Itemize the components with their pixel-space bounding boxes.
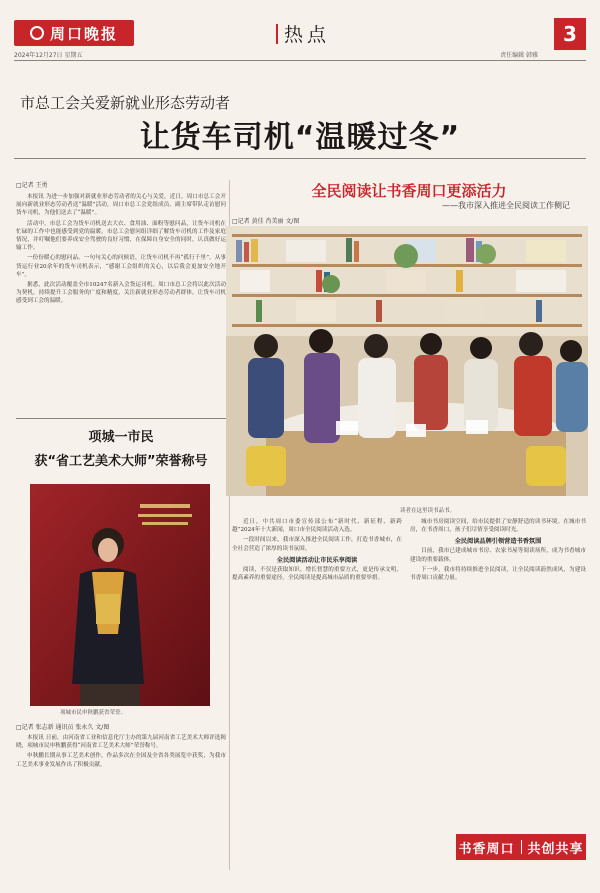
reading-story-byline: □记者 黄佳 肖美丽 文/图: [232, 218, 300, 225]
paragraph: 一段时间以来，我市深入推进全民阅读工作，打造书香城市，在全社会营造了浓厚的读书氛围。: [232, 537, 402, 552]
logo-text: 周口晚报: [49, 24, 118, 43]
top-story-byline: □记者 王勇: [16, 182, 48, 189]
page-number: 3: [554, 18, 586, 50]
reading-photo-caption: 读者在这里读书品书。: [400, 508, 456, 514]
paragraph: 本报讯 日前，由河南省工业和信息化厅主办的第九届河南省工艺美术大师评选揭晓，项城市民申秋鹏获得“河南省工艺美术大师”荣誉称号。: [16, 735, 226, 750]
reading-story-subtitle: ——我市深入推进全民阅读工作侧记: [442, 201, 570, 210]
banner-left-text: 书香周口: [458, 841, 515, 857]
editor-credit: 责任编辑 韩雅: [500, 52, 538, 59]
issue-line: [14, 50, 586, 59]
paragraph: 阅读，不仅是获取知识、增长智慧的重要方式，更是传承文明、提高素养的重要途径。全民阅读是提高城市品质的重要举措。: [232, 566, 402, 582]
masthead-rule: [14, 60, 586, 61]
reading-room-photo: [226, 226, 588, 496]
reading-story-body-right: [410, 518, 586, 582]
banner-right-text: 共创共享: [527, 841, 584, 857]
paragraph: 目前，我市已建成城市书房、农家书屋等阅读场所，成为书香城市建设的重要载体。: [410, 548, 586, 563]
section-rule: [16, 418, 226, 419]
paragraph: 城市书房阅读空间，给市民提供了安静舒适的读书环境。在城市书房，在书香周口，孩子们尽情享受阅读时光。: [410, 519, 586, 534]
paragraph: 一份份暖心的慰问品、一句句关心的问候语，让货车司机不再“孤行千里”。从事货运行业20余年的货车司机表示，“感谢工会组织的关心，以后我会更加安全地开车”。: [16, 255, 226, 278]
award-photo-caption: 项城市民申秋鹏获省荣誉。: [60, 710, 127, 716]
logo-icon: [30, 26, 44, 40]
award-headline-line-2: 获“省工艺美术大师”荣誉称号: [34, 454, 208, 469]
section-heading: 全民阅读活动让市民乐享阅读: [276, 556, 358, 564]
paragraph: 近日，中共周口市委宣传部公布“新时代、新征程、新跨越”2024年十大新闻，周口市全民阅读活动入选。: [232, 519, 402, 534]
top-story-headline: 让货车司机“温暖过冬”: [139, 120, 461, 155]
banner-divider: [521, 840, 522, 854]
award-story-body: [16, 734, 226, 769]
section-name: 热点: [284, 24, 331, 46]
section-heading: 全民阅读品牌引领营造书香氛围: [454, 538, 542, 546]
section-label: [270, 20, 330, 47]
issue-date: 2024年12月27日 星期五: [14, 52, 83, 59]
paragraph: 下一步，我市将持续推进全民阅读，让全民阅读蔚然成风，为建设书香周口贡献力量。: [410, 566, 586, 582]
masthead: [0, 0, 600, 58]
award-photo-illustration: [30, 484, 210, 706]
paragraph: 据悉，此次活动覆盖全市10247名新入会货运司机。周口市总工会将以此次活动为契机，持续提升工会服务的广度和精度，关注新就业形态劳动者群体，让货车司机感受到工会的温暖。: [16, 282, 226, 305]
award-photo: [30, 484, 210, 706]
paragraph: 活动中，市总工会为货车司机送去大衣、食用油、面粉等慰问品，让货车司机在忙碌的工作中也能感受到党的温暖。市总工会慰问组详细了解货车司机的工作及家庭情况，并叮嘱他们要养成安全驾驶的良好习惯，在保障自身安全的同时，认真做好运输工作。: [16, 220, 226, 252]
award-byline: □记者 张志新 通讯员 张永久 文/图: [16, 724, 110, 731]
reading-room-illustration: [226, 226, 588, 496]
top-story-body: [16, 180, 226, 306]
reading-story-body-left: [232, 518, 402, 582]
divider: [276, 24, 278, 44]
headline-rule: [14, 158, 586, 159]
reading-campaign-banner: [456, 834, 586, 860]
newspaper-logo: [14, 20, 134, 46]
paragraph: 本报讯 为进一步加强对新就业形态劳动者的关心与关爱，近日，周口市总工会开展向新就业形态劳动者送“温暖”活动，周口市总工会党组成员、副主席带队走访慰问货车司机，为他们送去了“温暖”。: [16, 194, 226, 217]
award-headline-line-1: 项城一市民: [88, 430, 154, 445]
top-story-kicker: 市总工会关爱新就业形态劳动者: [20, 94, 231, 112]
paragraph: 申秋鹏长期从事工艺美术创作，作品多次在全国及全省各类展览中获奖，为我市工艺美术事业发展作出了积极贡献。: [16, 753, 226, 768]
reading-story-title: 全民阅读让书香周口更添活力: [311, 182, 507, 200]
